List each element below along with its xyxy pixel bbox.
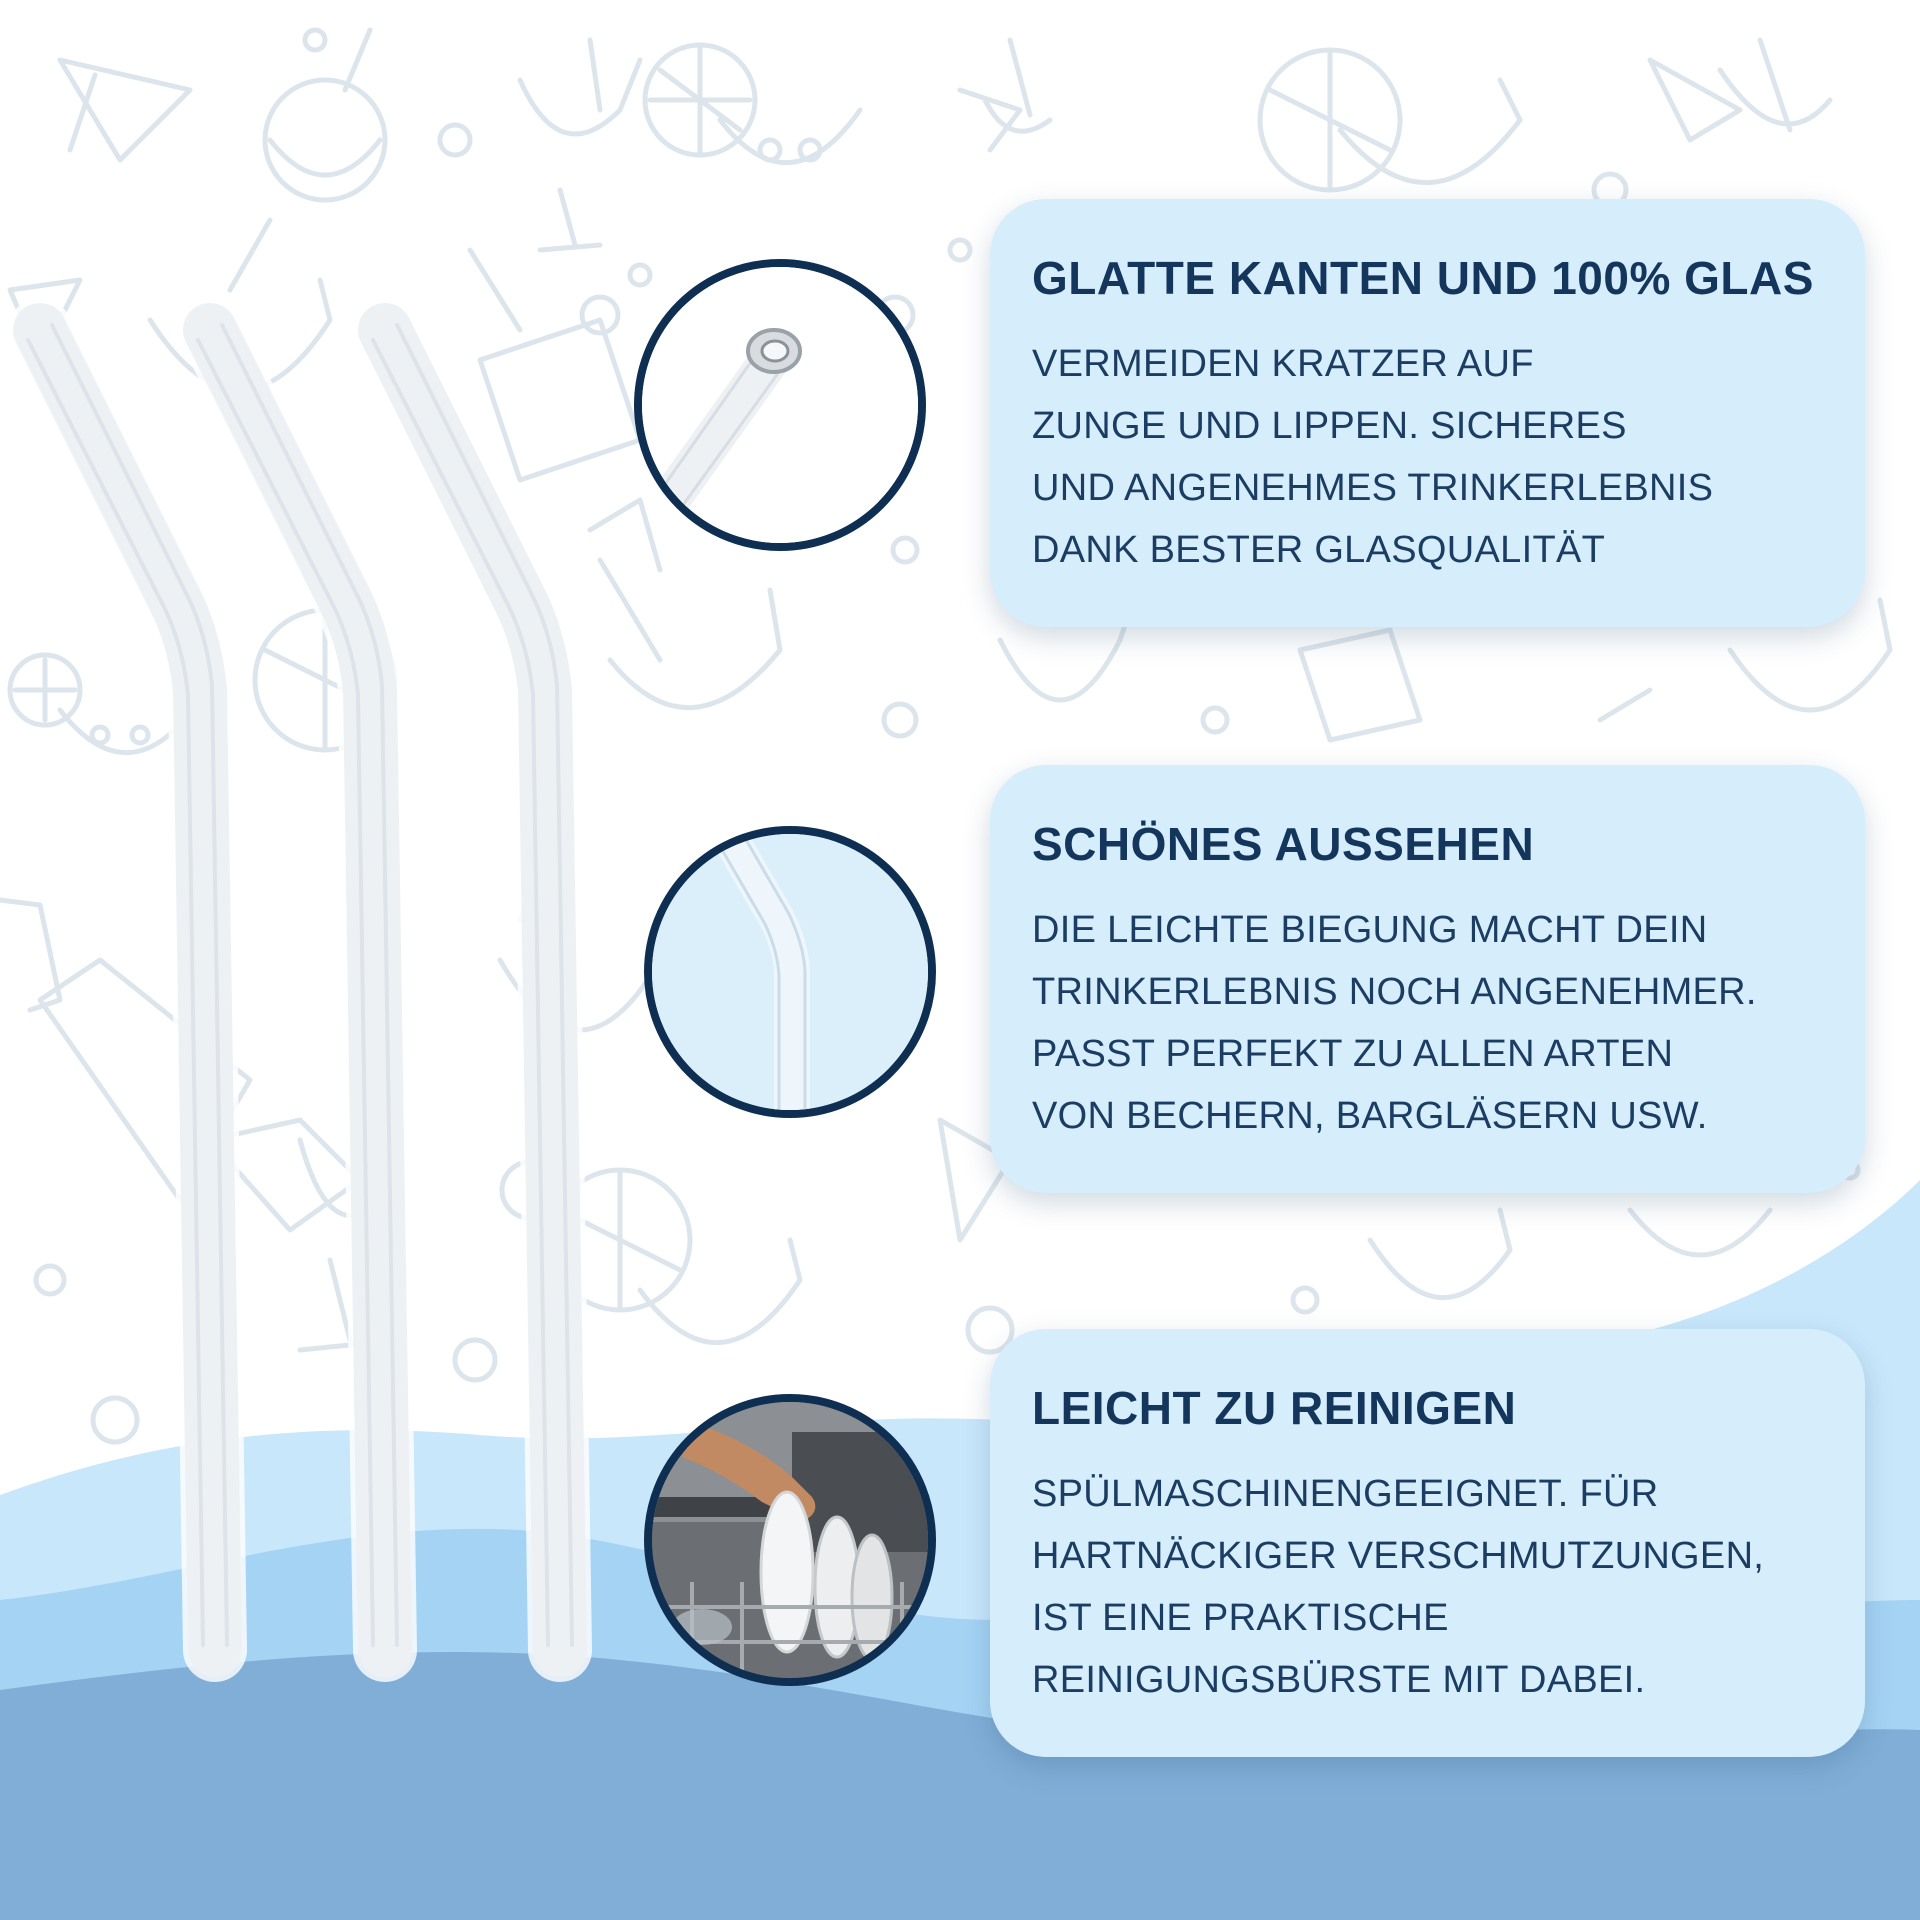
straw-tip-closeup-image (634, 259, 926, 551)
feature-text-line: VERMEIDEN KRATZER AUF (1032, 343, 1534, 385)
feature-title: SCHÖNES AUSSEHEN (1032, 818, 1535, 870)
feature-text-line: ZUNGE UND LIPPEN. SICHERES (1032, 405, 1627, 447)
feature-text-line: TRINKERLEBNIS NOCH ANGENEHMER. (1032, 971, 1757, 1013)
feature-text-line: VON BECHERN, BARGLÄSERN USW. (1032, 1095, 1708, 1137)
feature-text-line: DANK BESTER GLASQUALITÄT (1032, 529, 1606, 571)
feature-card-beautiful-look (990, 765, 1865, 1193)
feature-text-line: REINIGUNGSBÜRSTE MIT DABEI. (1032, 1659, 1646, 1701)
feature-text-line: HARTNÄCKIGER VERSCHMUTZUNGEN, (1032, 1535, 1765, 1577)
feature-text-line: IST EINE PRAKTISCHE (1032, 1597, 1449, 1639)
straw-bend-closeup-image (644, 826, 936, 1118)
feature-text-line: DIE LEICHTE BIEGUNG MACHT DEIN (1032, 909, 1708, 951)
feature-title: GLATTE KANTEN UND 100% GLAS (1032, 252, 1814, 304)
feature-text-line: PASST PERFEKT ZU ALLEN ARTEN (1032, 1033, 1674, 1075)
feature-card-easy-cleaning (990, 1329, 1865, 1757)
feature-card-smooth-edges (990, 199, 1865, 627)
feature-text-line: UND ANGENEHMES TRINKERLEBNIS (1032, 467, 1714, 509)
feature-text-line: SPÜLMASCHINENGEEIGNET. FÜR (1032, 1473, 1659, 1515)
feature-title: LEICHT ZU REINIGEN (1032, 1382, 1517, 1434)
dishwasher-photo (644, 1394, 936, 1686)
